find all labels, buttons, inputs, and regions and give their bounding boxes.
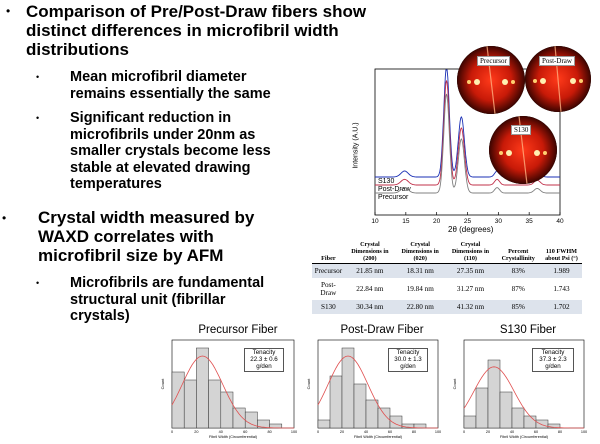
histogram-chart [304, 324, 442, 439]
crystal-properties-table [312, 240, 582, 314]
tenacity-unit: g/den [256, 363, 272, 371]
bullet-2a-line: structural unit (fibrillar [70, 291, 226, 308]
histogram-tick-label: 20 [485, 430, 491, 434]
histogram-tick-label: 40 [218, 430, 223, 434]
table-header: Crystal Dimensions in (110) [445, 240, 495, 264]
histogram-chart [450, 324, 588, 439]
xrd-curve-label: S130 [378, 178, 395, 185]
table-row [312, 300, 582, 314]
histogram-bar [500, 392, 512, 428]
bullet-1b-line: temperatures [70, 176, 162, 192]
tenacity-box [388, 348, 428, 372]
histogram-tick-label: 0 [462, 430, 466, 434]
histogram-bar [512, 408, 524, 428]
histogram-tick-label: 20 [194, 430, 199, 434]
xrd-tick-label: 15 [402, 218, 410, 225]
xrd-curve-label: Precursor [378, 194, 409, 201]
table-cell: Precursor [312, 264, 345, 279]
crystal-table [312, 240, 582, 314]
table-header: Crystal Dimensions in (020) [395, 240, 445, 264]
bullet-dot: • [6, 4, 11, 18]
table-cell: 19.84 nm [406, 285, 434, 293]
histogram-bar [536, 420, 548, 428]
xrd-tick-label: 10 [371, 218, 379, 225]
histogram-bar [524, 416, 536, 428]
table-cell: 30.34 nm [345, 300, 395, 314]
waxd-precursor-label: Precursor [477, 56, 510, 66]
bullet-1b [36, 110, 336, 193]
table-cell: 18.31 nm [395, 264, 445, 279]
bullet-2 [2, 208, 302, 265]
tenacity-box [532, 348, 574, 372]
table-cell: 27.35 nm [445, 264, 495, 279]
bullet-2a [36, 275, 336, 325]
table-cell: 1.989 [541, 264, 582, 279]
bullet-2-line: WAXD correlates with [38, 227, 214, 246]
histogram-ylabel: Count [306, 378, 311, 390]
histogram-tick-label: 100 [580, 430, 588, 434]
bullet-2a-line: crystals) [70, 308, 130, 324]
bullet-dot: • [36, 72, 40, 82]
histogram-tick-label: 80 [267, 430, 272, 434]
xrd-tick-label: 35 [525, 218, 533, 225]
histogram-bar [172, 372, 184, 428]
histogram-tick-label: 40 [509, 430, 515, 434]
tenacity-value: 22.3 ± 0.6 [250, 356, 278, 364]
table-cell: 87% [511, 285, 525, 293]
histogram-bar [342, 348, 354, 428]
xrd-tick-label: 25 [463, 218, 472, 225]
histogram-panel-precursor [158, 324, 298, 439]
table-row [312, 278, 582, 300]
histogram-tick-label: 40 [363, 430, 369, 434]
histogram-bar [378, 408, 390, 428]
histogram-panel-s130 [450, 324, 588, 439]
histogram-tick-label: 100 [434, 430, 442, 434]
table-cell: 22.84 nm [356, 285, 384, 293]
bullet-1 [8, 2, 388, 59]
bullet-dot: • [36, 278, 40, 288]
histogram-bar [209, 380, 221, 428]
histogram-tick-label: 60 [387, 430, 393, 434]
histogram-bar [476, 388, 488, 428]
bullet-2-line: microfibril size by AFM [38, 246, 224, 265]
bullet-1a-line: remains essentially the same [70, 85, 271, 102]
tenacity-unit: g/den [545, 363, 561, 371]
xrd-tick-label: 30 [494, 218, 502, 225]
histogram-bar [488, 360, 500, 428]
bullet-1a-line: Mean microfibril diameter [70, 69, 247, 85]
bullet-2-line: Crystal width measured by [38, 208, 255, 227]
xrd-xlabel: 2θ (degrees) [448, 225, 494, 234]
histogram-tick-label: 100 [290, 430, 298, 434]
histogram-bar [354, 384, 366, 428]
tenacity-value: 30.0 ± 1.3 [394, 356, 422, 364]
histogram-xlabel: Fibril Width (Circumferential) [499, 435, 549, 439]
histogram-panel-postdraw [304, 324, 442, 439]
xrd-ylabel: Intensity (A.U.) [352, 122, 360, 169]
table-cell: 1.702 [541, 300, 582, 314]
table-header: Percent Crystallinity [496, 240, 541, 264]
table-cell: 31.27 nm [456, 285, 485, 293]
bullet-1-line: distributions [26, 40, 129, 59]
bullet-1-line: distinct differences in microfibril width [26, 21, 339, 40]
tenacity-label: Tenacity [541, 349, 565, 356]
table-row [312, 264, 582, 279]
bullet-1b-line: smaller crystals become less [70, 143, 271, 159]
histogram-tick-label: 60 [243, 430, 248, 434]
bullet-1-line: Comparison of Pre/Post-Draw fibers show [26, 2, 367, 21]
histogram-chart [158, 324, 298, 439]
table-header-row [312, 240, 582, 264]
histogram-bar [221, 392, 233, 428]
histogram-xlabel: Fibril Width (Circumferential) [353, 435, 403, 439]
histogram-tick-label: 20 [339, 430, 345, 434]
histogram-bar [366, 400, 378, 428]
tenacity-value: 37.3 ± 2.3 [539, 356, 567, 364]
table-cell: S130 [312, 300, 345, 314]
histogram-title: Precursor Fiber [198, 324, 278, 336]
histogram-tick-label: 0 [316, 430, 320, 434]
xrd-tick-label: 40 [556, 218, 564, 225]
bullet-1b-line: microfibrils under 20nm as [70, 126, 256, 143]
tenacity-box [244, 348, 284, 372]
table-cell: 41.32 nm [445, 300, 495, 314]
table-header: Crystal Dimensions in (200) [345, 240, 395, 264]
waxd-s130-label: S130 [511, 125, 531, 135]
table-cell: 1.743 [553, 285, 570, 293]
histogram-title: Post-Draw Fiber [340, 324, 424, 336]
histogram-ylabel: Count [160, 378, 165, 390]
histogram-bar [318, 420, 330, 428]
bullet-1b-line: stable at elevated drawing [70, 159, 251, 176]
tenacity-label: Tenacity [252, 349, 276, 356]
table-header: 110 FWHM about Psi (°) [541, 240, 582, 264]
bullet-2a-line: Microfibrils are fundamental [70, 275, 265, 291]
xrd-curve-label: Post-Draw [378, 186, 411, 193]
tenacity-label: Tenacity [396, 349, 420, 356]
bullet-dot: • [36, 113, 40, 123]
table-cell: 83% [496, 264, 541, 279]
table-cell: Post-Draw [320, 281, 337, 297]
histogram-tick-label: 0 [170, 430, 174, 434]
histogram-bar [464, 416, 476, 428]
table-header: Fiber [312, 240, 345, 264]
histogram-bar [233, 408, 245, 428]
histogram-tick-label: 80 [411, 430, 417, 434]
histogram-tick-label: 60 [533, 430, 539, 434]
bullet-dot: • [2, 211, 7, 225]
table-cell: 21.85 nm [345, 264, 395, 279]
bullet-1b-line: Significant reduction in [70, 110, 232, 126]
histogram-ylabel: Count [452, 378, 457, 390]
histogram-tick-label: 80 [557, 430, 563, 434]
histogram-title: S130 Fiber [499, 324, 557, 336]
table-cell: 22.80 nm [395, 300, 445, 314]
waxd-postdraw-label: Post-Draw [539, 56, 575, 66]
table-cell: 85% [496, 300, 541, 314]
histogram-bar [196, 348, 208, 428]
histogram-xlabel: Fibril Width (Circumferential) [208, 435, 258, 439]
histogram-bar [184, 380, 196, 428]
bullet-1a [36, 69, 336, 102]
tenacity-unit: g/den [400, 363, 416, 371]
xrd-tick-label: 20 [433, 218, 441, 225]
histogram-bar [330, 376, 342, 428]
